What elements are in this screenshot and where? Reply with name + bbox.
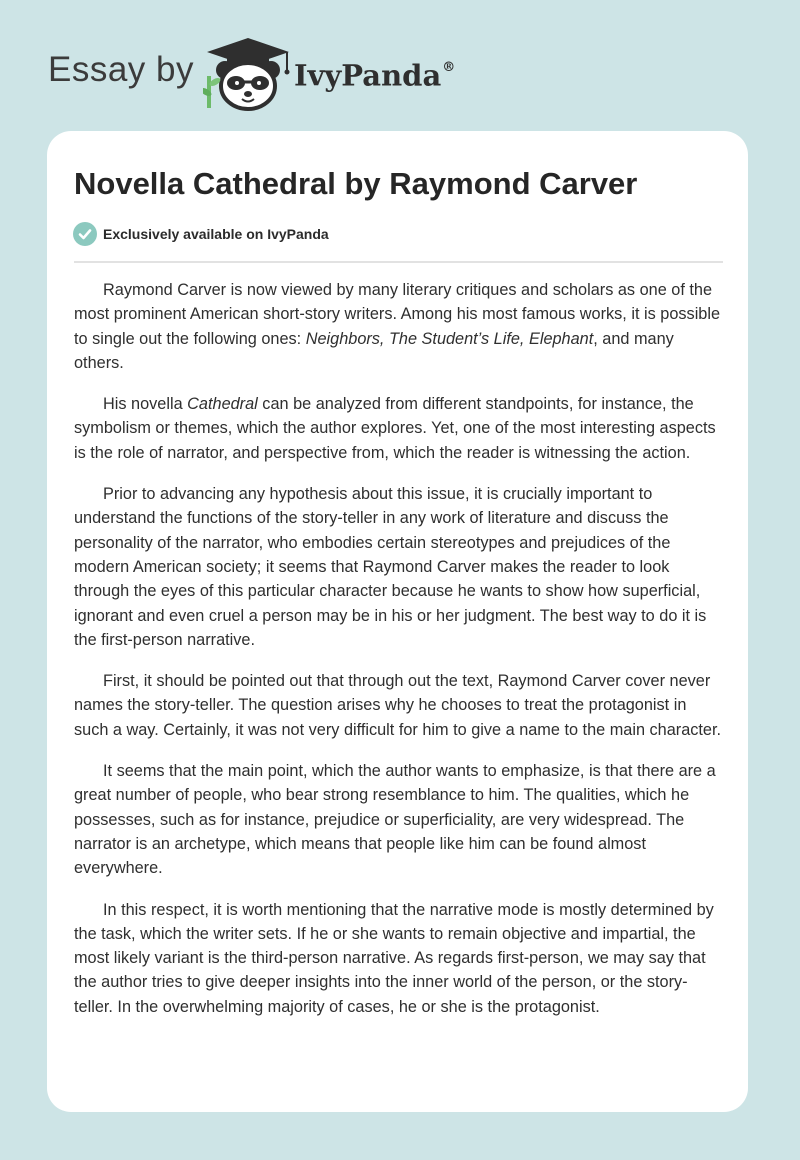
paragraph-6: In this respect, it is worth mentioning that the narrative mode is mostly determined by the task, which the writer sets. If he or she wants to remain objective and impartial, the most likely variant is the third-person narrative. As regards first-person, we may say that the author tries to give deeper insights into the inner world of the person, or the story-teller. In the overwhelming majority of cases, he or she is the protagonist.	[74, 900, 714, 1016]
panda-graduate-logo-icon[interactable]	[203, 36, 293, 112]
exclusive-badge	[73, 222, 329, 246]
exclusive-badge-text: Exclusively available on IvyPanda	[103, 226, 329, 242]
brand-text: IvyPanda	[294, 58, 442, 93]
paragraph-2-text: His novella	[103, 395, 188, 414]
essay-by-label: Essay by	[48, 50, 194, 89]
essay-card	[47, 131, 748, 1112]
paragraph-2-italic: Cathedral	[187, 395, 258, 414]
paragraph-2	[74, 392, 724, 465]
paragraph-2-text-end: can be analyzed from different standpoints, for instance, the symbolism or themes, which the author explores. Yet, one of the most interesting aspects is the role of narrator, and perspective from, which the reader is witnessing the action.	[74, 395, 716, 462]
registered-mark: ®	[442, 60, 456, 75]
title-divider	[74, 261, 723, 263]
brand-name[interactable]	[294, 55, 455, 93]
site-header	[0, 0, 800, 125]
paragraph-4: First, it should be pointed out that through out the text, Raymond Carver cover never names the story-teller. The question arises why he chooses to treat the protagonist in such a way. Certainly, it was not very difficult for him to give a name to the main character.	[74, 672, 722, 739]
paragraph-1-text-end: , and many others.	[74, 329, 674, 372]
paragraph-1	[74, 278, 724, 375]
paragraph-5: It seems that the main point, which the author wants to emphasize, is that there are a great number of people, who bear strong resemblance to him. The qualities, which he possesses, such as for instance, prejudice or superficiality, are very widespread. The narrator is an archetype, which means that people like him can be found almost everywhere.	[74, 762, 716, 878]
essay-title: Novella Cathedral by Raymond Carver	[74, 166, 638, 201]
paragraph-1-text: Raymond Carver is now viewed by many literary critiques and scholars as one of the most prominent American short-story writers. Among his most famous works, it is possible to single out the following ones:	[74, 281, 721, 348]
paragraph-3: Prior to advancing any hypothesis about this issue, it is crucially important to understand the functions of the story-teller in any work of literature and discuss the personality of the narrator, who embodies certain stereotypes and prejudices of the modern American society; it seems that Raymond Carver makes the reader to look through the eyes of this particular character because he wants to show how superficial, ignorant and even cruel a person may be in his or her judgment. The best way to do it is the first-person narrative.	[74, 485, 707, 649]
essay-body	[74, 278, 724, 1036]
check-circle-icon	[73, 222, 97, 246]
paragraph-1-italic: Neighbors, The Student’s Life, Elephant	[305, 329, 594, 348]
